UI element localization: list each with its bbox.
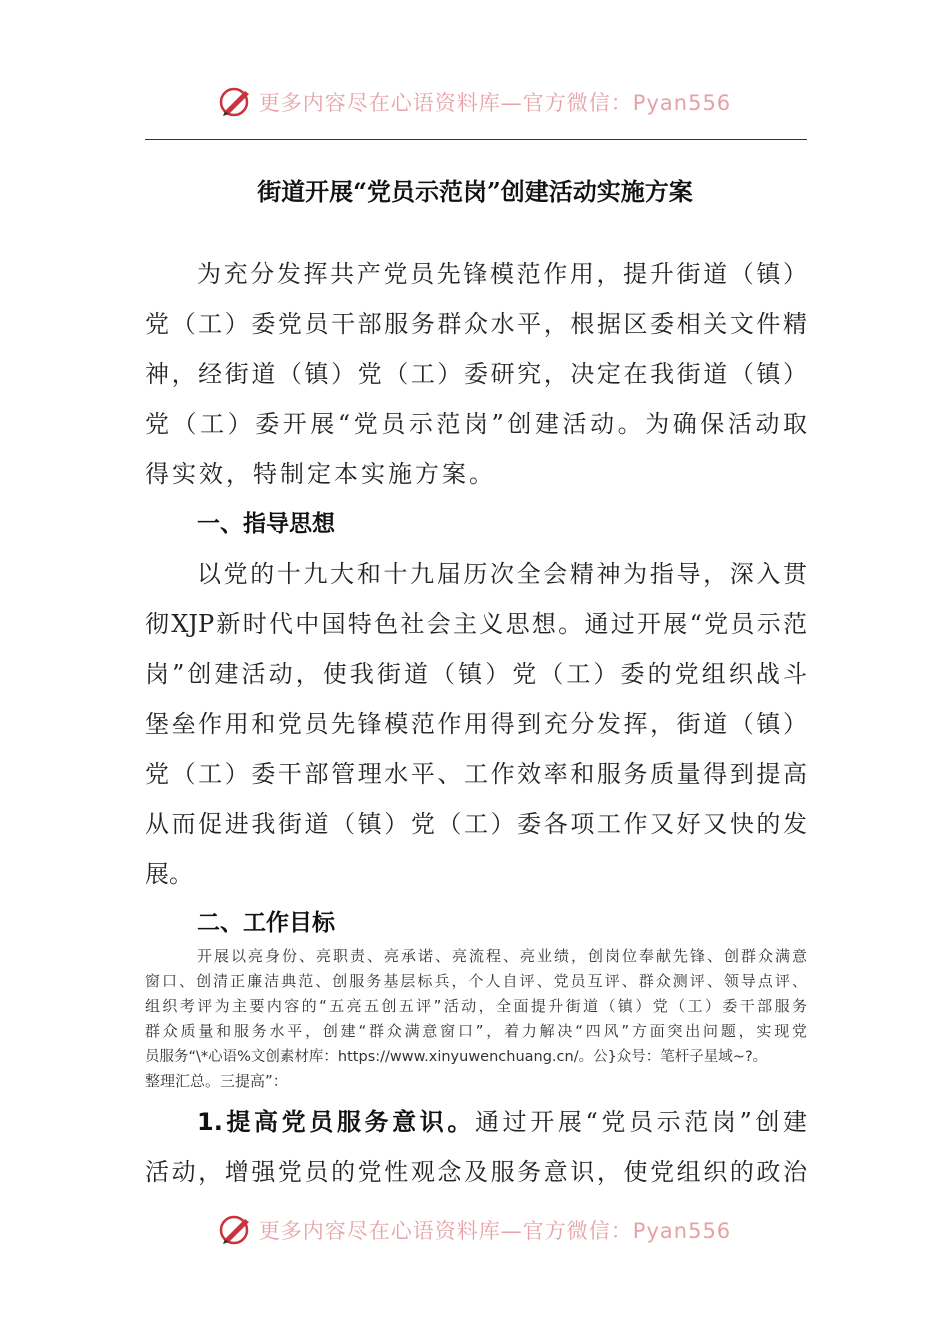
intro-line: 得实效，特制定本实施方案。	[145, 460, 496, 488]
section1-line: 从而促进我街道（镇）党（工）委各项工作又好又快的发	[145, 810, 807, 838]
item1-lead: 1.提高党员服务意识。	[197, 1108, 476, 1136]
small-text-line: 开展以亮身份、亮职责、亮承诺、亮流程、亮业绩，创岗位奉献先锋、创群众满意	[197, 947, 807, 965]
section-heading: 一、指导思想	[197, 511, 335, 537]
item1-line	[197, 1102, 807, 1137]
footer-banner	[0, 1210, 950, 1250]
small-text-line: 窗口、创清正廉洁典范、创服务基层标兵，个人自评、党员互评、群众测评、领导点评、	[145, 972, 807, 990]
intro-line: 党（工）委开展“党员示范岗”创建活动。为确保活动取	[145, 410, 807, 438]
section-heading: 二、工作目标	[197, 910, 335, 936]
small-text-line: 整理汇总。三提高”：	[145, 1072, 288, 1090]
section1-line: 党（工）委干部管理水平、工作效率和服务质量得到提高	[145, 760, 807, 788]
header-banner	[0, 82, 950, 122]
footer-banner-text: 更多内容尽在心语资料库—官方微信：Pyan556	[258, 1219, 732, 1243]
section1-line: 堡垒作用和党员先锋模范作用得到充分发挥，街道（镇）	[145, 710, 807, 738]
pen-logo-icon	[219, 85, 253, 119]
intro-line: 党（工）委党员干部服务群众水平，根据区委相关文件精	[145, 310, 807, 338]
section1-line: 彻XJP新时代中国特色社会主义思想。通过开展“党员示范	[145, 610, 807, 638]
small-text-line: 员服务“\*心语%文创素材库：https://www.xinyuwenchuang.cn/。公}众号：笔杆子星域~?。	[145, 1049, 768, 1065]
pen-logo-icon	[219, 1213, 253, 1247]
header-banner-text: 更多内容尽在心语资料库—官方微信：Pyan556	[258, 91, 732, 115]
header-divider	[145, 139, 807, 140]
section1-line: 以党的十九大和十九届历次全会精神为指导，深入贯	[197, 560, 807, 588]
section1-line: 岗”创建活动，使我街道（镇）党（工）委的党组织战斗	[145, 660, 807, 688]
section1-line: 展。	[145, 860, 193, 888]
small-text-line: 组织考评为主要内容的“五亮五创五评”活动，全面提升街道（镇）党（工）委干部服务	[145, 997, 807, 1015]
item1-rest: 通过开展“党员示范岗”创建	[475, 1108, 807, 1136]
item1-line: 活动，增强党员的党性观念及服务意识，使党组织的政治	[145, 1158, 807, 1186]
document-title: 街道开展“党员示范岗”创建活动实施方案	[257, 177, 693, 206]
intro-line: 神，经街道（镇）党（工）委研究，决定在我街道（镇）	[145, 360, 807, 388]
intro-line: 为充分发挥共产党员先锋模范作用，提升街道（镇）	[197, 260, 807, 288]
small-text-line: 群众质量和服务水平，创建“群众满意窗口”，着力解决“四风”方面突出问题，实现党	[145, 1022, 807, 1040]
